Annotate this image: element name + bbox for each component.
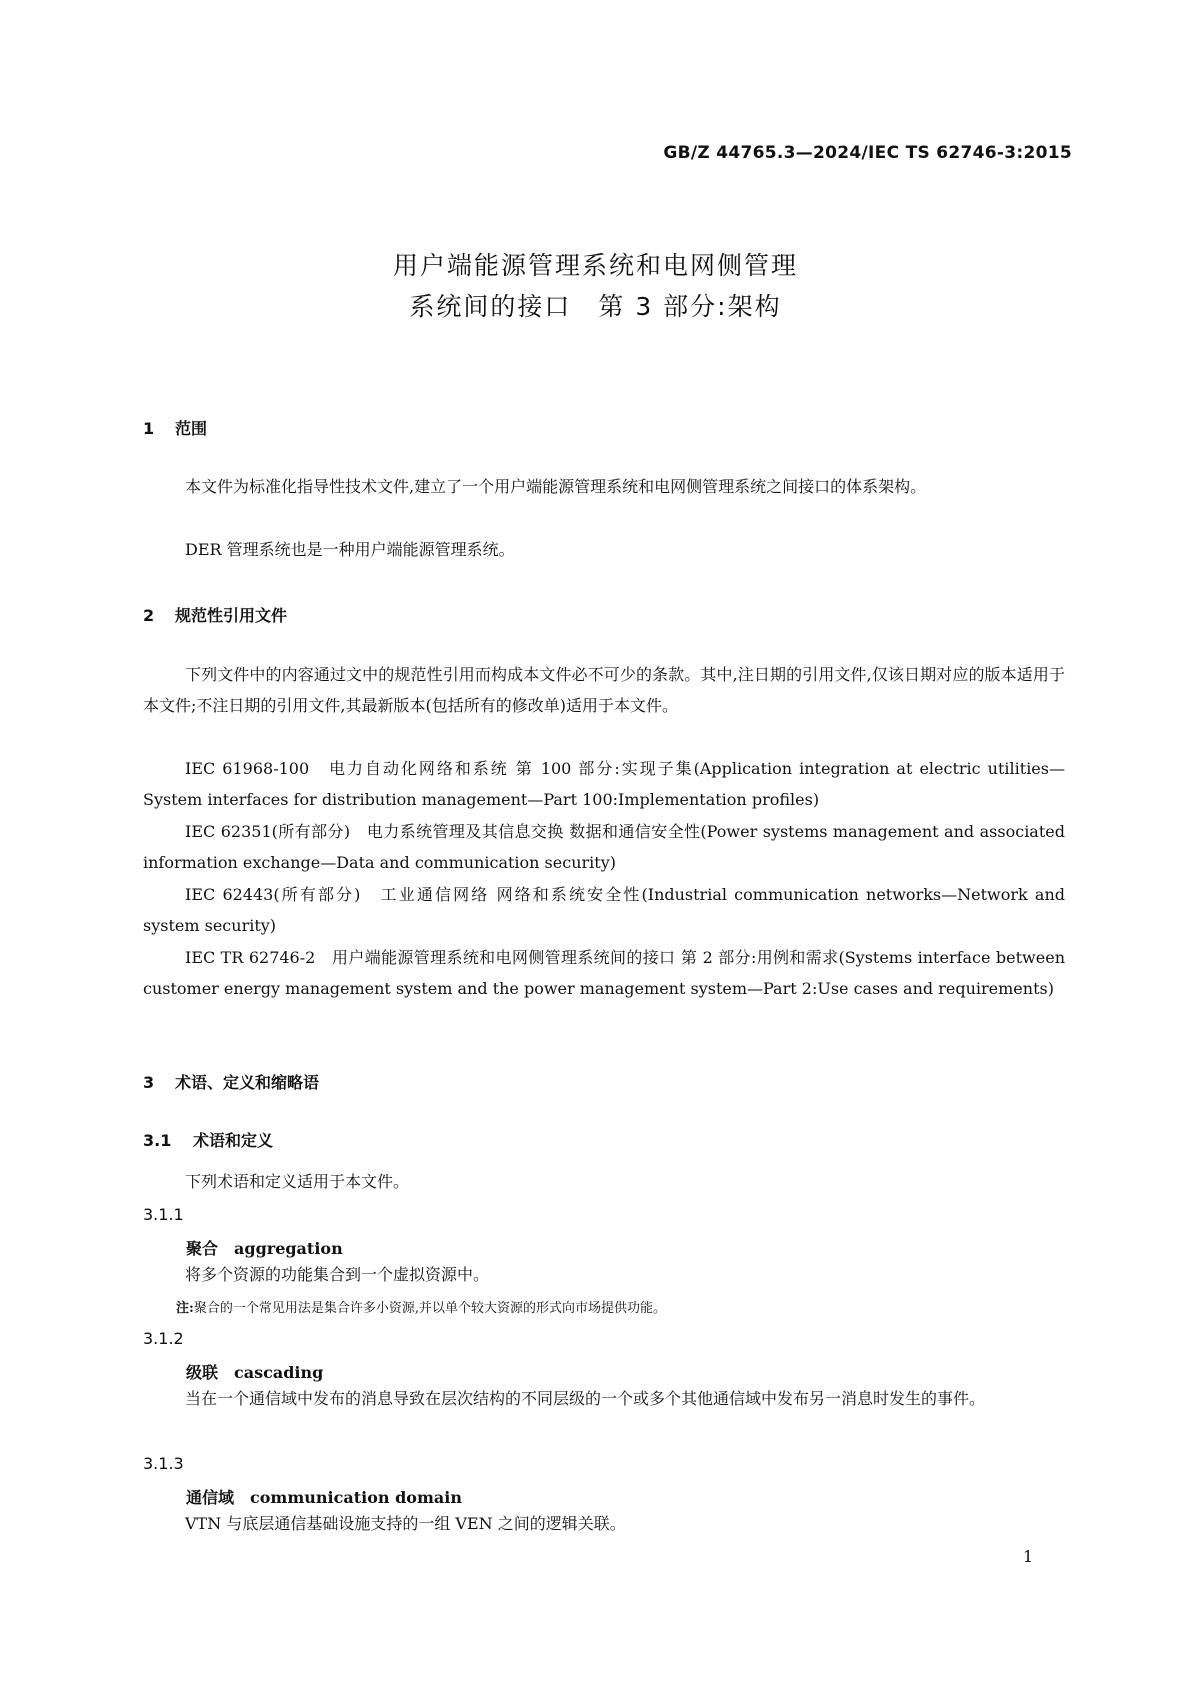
reference-iec-tr-62746-2: IEC TR 62746-2 用户端能源管理系统和电网侧管理系统间的接口 第 2 部分:用例和需求(Systems interface between customer energy management system and the power management system—Part 2:Use cases and requirements)	[143, 948, 1065, 998]
document-title-line-1: 用户端能源管理系统和电网侧管理	[392, 251, 798, 280]
term-entry	[186, 1485, 462, 1508]
term-chinese: 通信域	[186, 1488, 235, 1507]
term-english: aggregation	[234, 1239, 343, 1258]
subsection-heading-terms-definitions	[143, 1128, 273, 1151]
scope-paragraph-der: DER 管理系统也是一种用户端能源管理系统。	[185, 540, 515, 559]
note-label: 注:	[176, 1301, 194, 1316]
section-title: 术语、定义和缩略语	[175, 1073, 320, 1092]
subsection-title: 术语和定义	[193, 1131, 274, 1150]
note-text: 聚合的一个常见用法是集合许多小资源,并以单个较大资源的形式向市场提供功能。	[193, 1301, 666, 1316]
document-title-line-2: 系统间的接口 第 3 部分:架构	[409, 292, 782, 321]
term-note	[176, 1297, 666, 1316]
term-entry	[186, 1360, 323, 1383]
scope-paragraph: 本文件为标准化指导性技术文件,建立了一个用户端能源管理系统和电网侧管理系统之间接口的体系架构。	[185, 477, 927, 496]
page-number: 1	[1023, 1547, 1034, 1566]
term-definition: VTN 与底层通信基础设施支持的一组 VEN 之间的逻辑关联。	[185, 1514, 626, 1533]
clause-number: 3.1.1	[143, 1205, 184, 1224]
term-definition: 将多个资源的功能集合到一个虚拟资源中。	[185, 1265, 490, 1284]
section-number: 2	[143, 606, 155, 625]
reference-iec-62351: IEC 62351(所有部分) 电力系统管理及其信息交换 数据和通信安全性(Power systems management and associated information exchange—Data and communication security)	[143, 822, 1065, 872]
term-entry	[186, 1236, 343, 1259]
terms-intro: 下列术语和定义适用于本文件。	[185, 1172, 410, 1191]
term-english: cascading	[234, 1363, 324, 1382]
section-heading-normative-references	[143, 603, 287, 626]
term-chinese: 聚合	[186, 1239, 219, 1258]
clause-number: 3.1.3	[143, 1454, 184, 1473]
term-english: communication domain	[250, 1488, 462, 1507]
clause-number: 3.1.2	[143, 1329, 184, 1348]
normative-references-intro: 下列文件中的内容通过文中的规范性引用而构成本文件必不可少的条款。其中,注日期的引用文件,仅该日期对应的版本适用于本文件;不注日期的引用文件,其最新版本(包括所有的修改单)适用于本文件。	[143, 665, 1065, 715]
section-number: 1	[143, 419, 155, 438]
subsection-number: 3.1	[143, 1131, 172, 1150]
section-title: 范围	[175, 419, 208, 438]
section-heading-scope	[143, 416, 207, 439]
reference-iec-61968-100: IEC 61968-100 电力自动化网络和系统 第 100 部分:实现子集(Application integration at electric utilities—System interfaces for distribution management—Part 100:Implementation profiles)	[143, 759, 1065, 809]
term-definition: 当在一个通信域中发布的消息导致在层次结构的不同层级的一个或多个其他通信域中发布另一消息时发生的事件。	[185, 1389, 986, 1408]
section-title: 规范性引用文件	[175, 606, 288, 625]
section-number: 3	[143, 1073, 155, 1092]
term-chinese: 级联	[186, 1363, 219, 1382]
standard-number: GB/Z 44765.3—2024/IEC TS 62746-3:2015	[663, 143, 1072, 163]
section-heading-terms	[143, 1070, 319, 1093]
reference-iec-62443: IEC 62443(所有部分) 工业通信网络 网络和系统安全性(Industrial communication networks—Network and system security)	[143, 885, 1065, 935]
